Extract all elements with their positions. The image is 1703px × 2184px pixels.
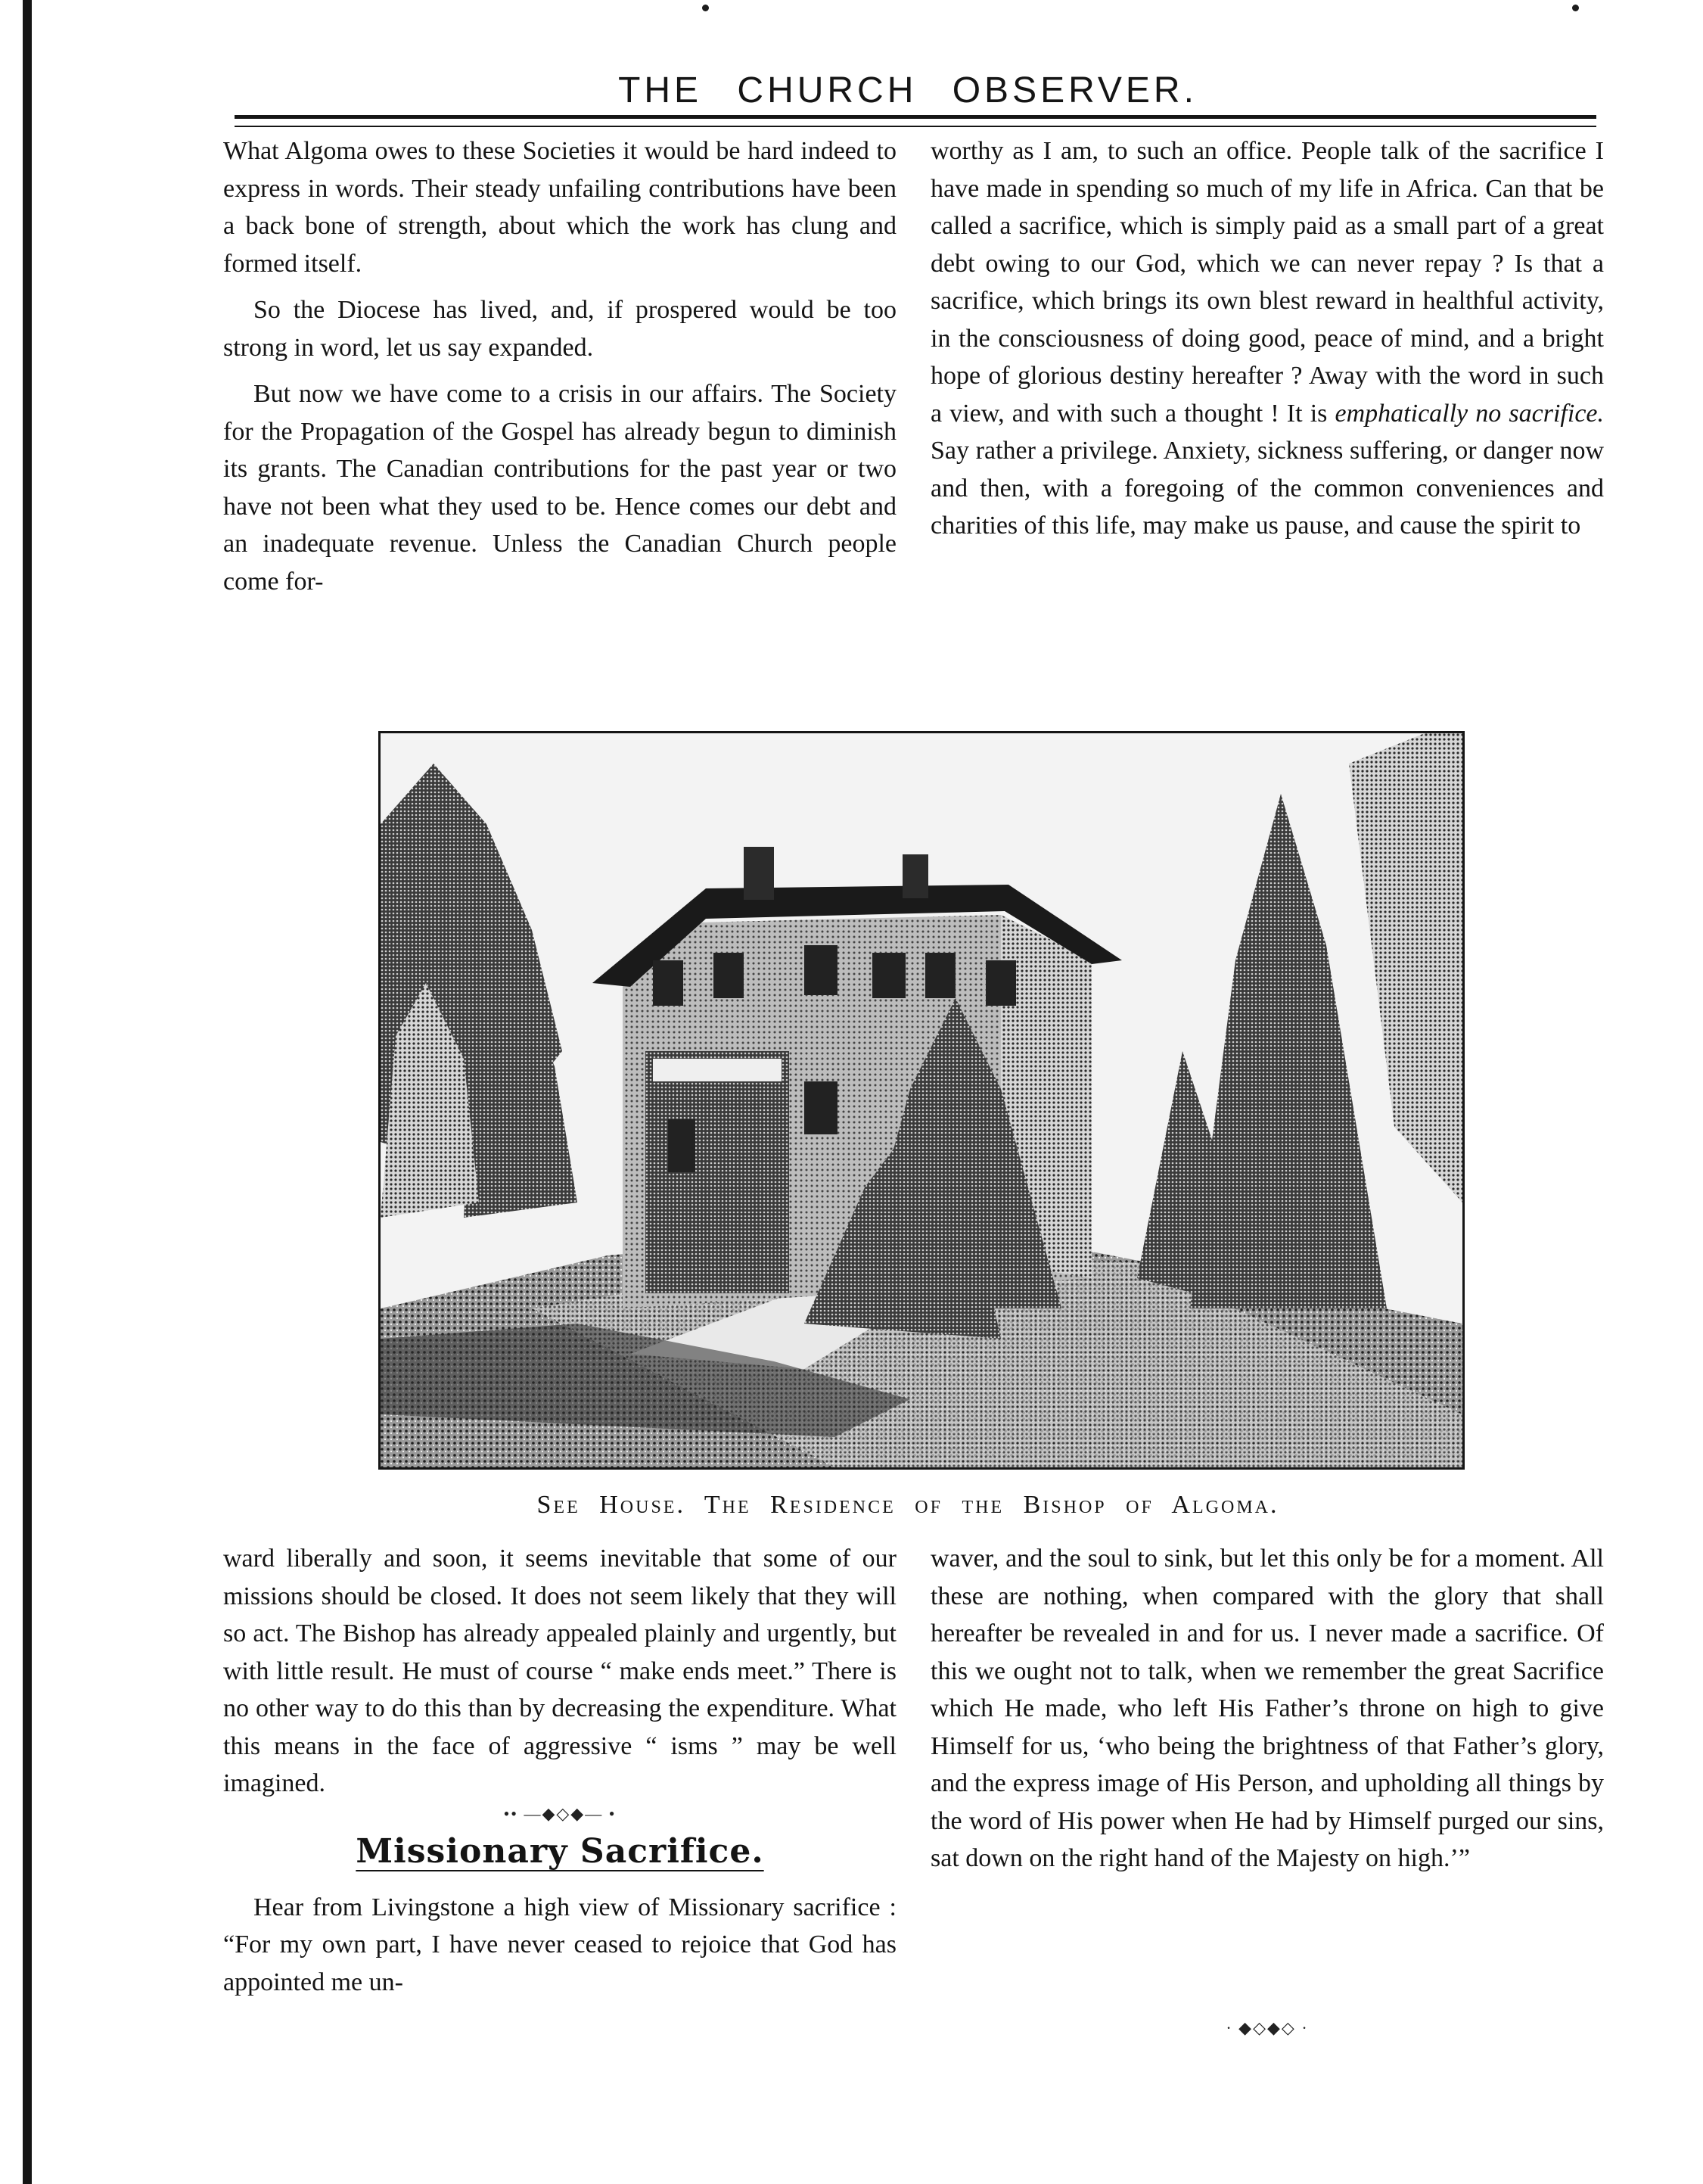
paragraph: ward liberally and soon, it seems inevitable that some of our missions should be closed. It does not seem likely that they will so act. The Bishop has already appealed plainly and urgently, but with little result. He must of course “ make ends meet.” There is no other way to do this than by decreasing the expenditure. What this means in the face of aggressive “ isms ” may be well imagined. bbox=[223, 1545, 897, 1797]
article-heading bbox=[223, 1828, 897, 1875]
see-house-photograph bbox=[378, 731, 1465, 1470]
photo-caption: See House. The Residence of the Bishop of Algoma. bbox=[536, 1491, 1279, 1519]
house-illustration bbox=[381, 733, 1462, 1467]
masthead-title: THE CHURCH OBSERVER. bbox=[618, 70, 1198, 110]
paragraph: But now we have come to a crisis in our affairs. The Society for the Propagation of the Gospel has already begun to diminish its grants. The Canadian contributions for the past year or two have not been what they used to be. Hence comes our debt and an inadequate revenue. Unless the Canadian Church people come for- bbox=[223, 380, 897, 596]
column-bottom-left bbox=[223, 1540, 897, 2001]
paragraph-text: worthy as I am, to such an office. People talk of the sacrifice I have made in spending so much of my life in Africa. Can that be called a sacrifice, which is simply paid as a small part of a great debt owing to our God, which we can never repay ? Is that a sacrifice, which brings its own blest reward in healthful activity, in the consciousness of doing good, peace of mind, and a bright hope of glorious destiny hereafter ? Away with the word in such a view, and with such a thought ! It is bbox=[931, 137, 1604, 428]
paragraph: So the Diocese has lived, and, if prospered would be too strong in word, let us say expanded. bbox=[223, 296, 897, 362]
print-speck bbox=[702, 5, 709, 11]
paragraph: waver, and the soul to sink, but let this only be for a moment. All these are nothing, when compared with the glory that shall hereafter be revealed in and for us. I never made a sacrifice. Of this we ought not to talk, when we remember the great Sacrifice which He made, who left His Father’s throne on high to give Himself for us, ‘who being the brightness of that Father’s glory, and the express image of His Person, and upholding all things by the word of His power when He had by Himself purged our sins, sat down on the right hand of the Majesty on high.’” bbox=[931, 1545, 1604, 1872]
column-top-left bbox=[223, 132, 897, 600]
end-ornament: · ◆◇◆◇ · bbox=[1226, 2018, 1309, 2037]
emphasis-text: emphatically no sacrifice. bbox=[1335, 399, 1605, 428]
section-divider-ornament: •• —◆◇◆— • bbox=[503, 1803, 617, 1823]
paragraph: Hear from Livingstone a high view of Missionary sacrifice : “For my own part, I have never ceased to rejoice that God has appointed me un- bbox=[223, 1893, 897, 1996]
column-bottom-right bbox=[931, 1540, 1604, 1878]
binding-edge bbox=[23, 0, 32, 2184]
paragraph-text: Say rather a privilege. Anxiety, sickness suffering, or danger now and then, with a foregoing of the common conveniences and charities of this life, may make us pause, and cause the spirit to bbox=[931, 437, 1604, 540]
column-top-right bbox=[931, 132, 1604, 545]
article-heading-text: Missionary Sacrifice. bbox=[356, 1831, 764, 1871]
masthead-rule-thin bbox=[235, 126, 1596, 127]
masthead-rule bbox=[235, 115, 1596, 119]
paragraph: What Algoma owes to these Societies it would be hard indeed to express in words. Their steady unfailing contributions have been a back bone of strength, about which the work has clung and formed itself. bbox=[223, 137, 897, 278]
paragraph bbox=[931, 132, 1604, 545]
print-speck bbox=[1572, 5, 1579, 11]
